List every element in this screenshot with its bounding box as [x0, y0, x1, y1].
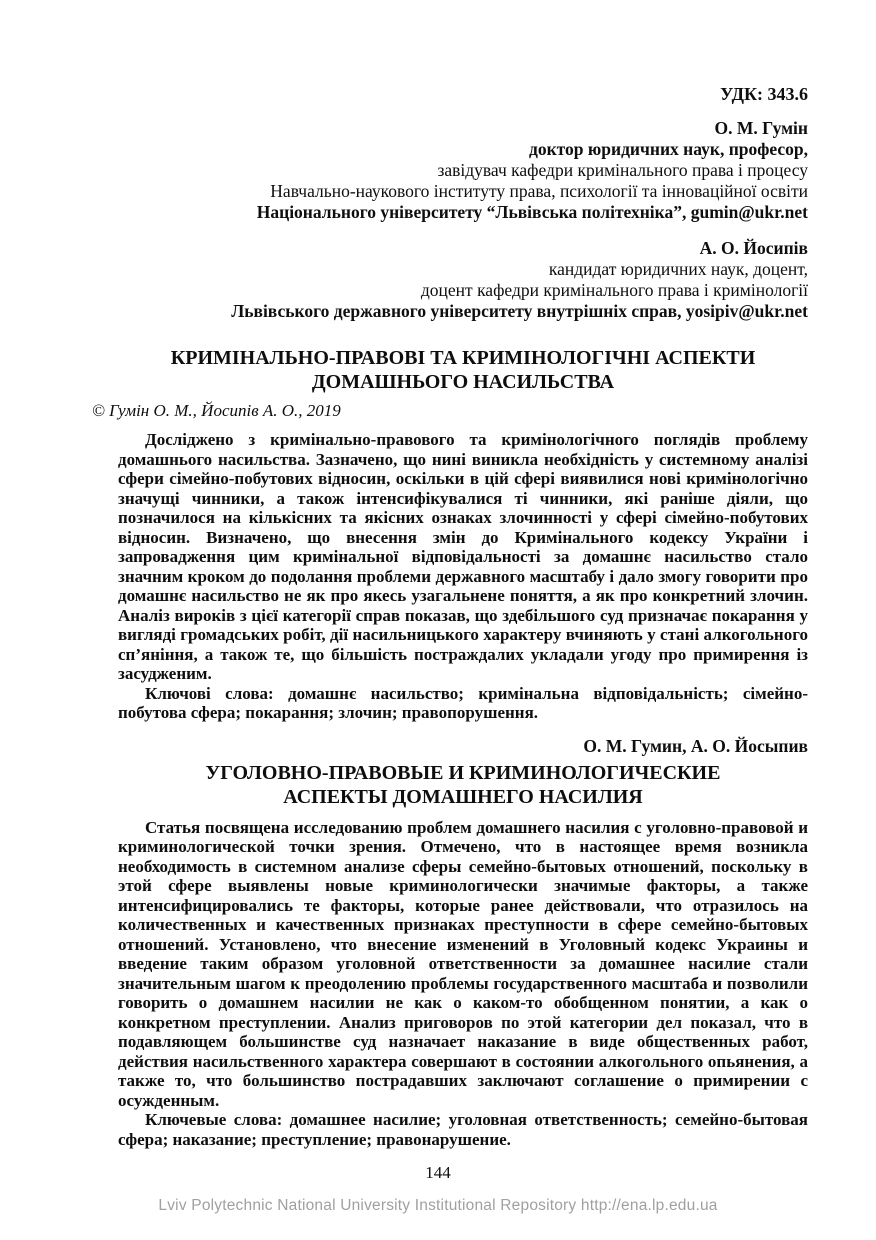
- abstract-ru-text: Статья посвящена исследованию проблем домашнего насилия с уголовно-правовой и криминологической точки зрения. Отмечено, что в настоящее время возникла необходимость в системном анализе сферы семейно-бытовых отношений, поскольку в этой сфере выявлены новые криминологически значимые факторы, а также интенсифицировались те факторы, которые ранее действовали, что отразилось на количественных и качественных признаках преступности в сфере семейно-бытовых отношений. Установлено, что внесение изменений в Уголовный кодекс Украины и введение таким образом уголовной ответственности за домашнее насилие стали значительным шагом к преодолению проблемы государственного масштаба и позволили говорить о домашнем насилии не как о каком-то обобщенном понятии, а как о конкретном преступлении. Анализ приговоров по этой категории дел показал, что в подавляющем большинстве суд назначает наказание в виде общественных работ, действия насильственного характера совершают в состоянии алкогольного опьянения, а также то, что большинство пострадавших заключают соглашение о примирении с осужденным.: [118, 817, 808, 1110]
- author2-role: кандидат юридичних наук, доцент,: [548, 259, 808, 279]
- article-title-ua-line1: КРИМІНАЛЬНО-ПРАВОВІ ТА КРИМІНОЛОГІЧНІ АСПЕКТИ: [170, 347, 756, 369]
- repository-footer: Lviv Polytechnic National University Institutional Repository http://ena.lp.edu.ua: [158, 1197, 718, 1214]
- author1-name: О. М. Гумін: [714, 118, 808, 138]
- author1-affiliation-line2: Навчально-наукового інституту права, психології та інноваційної освіти: [270, 181, 808, 201]
- udc-code: УДК: 343.6: [720, 84, 808, 104]
- author2-affiliation-email: Львівського державного університету внутрішніх справ, yosipiv@ukr.net: [231, 301, 808, 321]
- page-content: [92, 84, 808, 1149]
- article-title-ru: [118, 761, 808, 809]
- author1-role: доктор юридичних наук, професор,: [528, 139, 808, 159]
- article-title-ua-line2: ДОМАШНЬОГО НАСИЛЬСТВА: [311, 371, 615, 393]
- author1-affiliation-email: Національного університету “Львівська політехніка”, gumin@ukr.net: [256, 202, 808, 222]
- author1-block: [92, 118, 808, 223]
- authors-ru-line: О. М. Гумин, А. О. Йосыпив: [583, 735, 808, 756]
- author2-block: [92, 238, 808, 322]
- article-title-ru-line2: АСПЕКТЫ ДОМАШНЕГО НАСИЛИЯ: [283, 785, 643, 808]
- author1-affiliation-line1: завідувач кафедри кримінального права і процесу: [437, 160, 808, 180]
- author2-affiliation-line1: доцент кафедри кримінального права і кримінології: [420, 280, 808, 300]
- page-number: 144: [425, 1163, 451, 1182]
- abstract-ua: [118, 430, 808, 723]
- article-title-ua: [118, 346, 808, 394]
- author2-name: А. О. Йосипів: [699, 238, 808, 258]
- keywords-ru-label: Ключевые слова:: [145, 1110, 283, 1129]
- abstract-ru: [118, 818, 808, 1150]
- keywords-ru-text: домашнее насилие; уголовная ответственность; семейно-бытовая сфера; наказание; преступление; правонарушение.: [118, 1110, 808, 1149]
- article-title-ru-line1: УГОЛОВНО-ПРАВОВЫЕ И КРИМИНОЛОГИЧЕСКИЕ: [205, 761, 721, 784]
- abstract-ua-text: Досліджено з кримінально-правового та кримінологічного поглядів проблему домашнього насильства. Зазначено, що нині виникла необхідність у системному аналізі сфери сімейно-побутових відносин, оскільки в цій сфері виявилися нові кримінологічно значущі чинники, а також інтенсифікувалися ті чинники, які раніше діяли, що позначилося на кількісних та якісних ознаках злочинності у сфері сімейно-побутових відносин. Визначено, що внесення змін до Кримінального кодексу України і запровадження цим кримінальної відповідальності за домашнє насильство стало значним кроком до подолання проблеми державного масштабу і дало змогу говорити про домашнє насильство не як про якесь узагальнене поняття, а як про конкретний злочин. Аналіз вироків з цієї категорії справ показав, що здебільшого суд призначає покарання у вигляді громадських робіт, дії насильницького характеру вчиняють у стані алкогольного сп’яніння, а також те, що більшість постраждалих укладали угоду про примирення із засудженим.: [118, 430, 808, 683]
- keywords-ru: [118, 1110, 808, 1149]
- keywords-ua-label: Ключові слова:: [145, 683, 274, 703]
- keywords-ua: [118, 684, 808, 723]
- copyright-line: © Гумін О. М., Йосипів А. О., 2019: [92, 401, 341, 420]
- keywords-ua-text: домашнє насильство; кримінальна відповідальність; сімейно-побутова сфера; покарання; злочин; правопорушення.: [118, 683, 808, 722]
